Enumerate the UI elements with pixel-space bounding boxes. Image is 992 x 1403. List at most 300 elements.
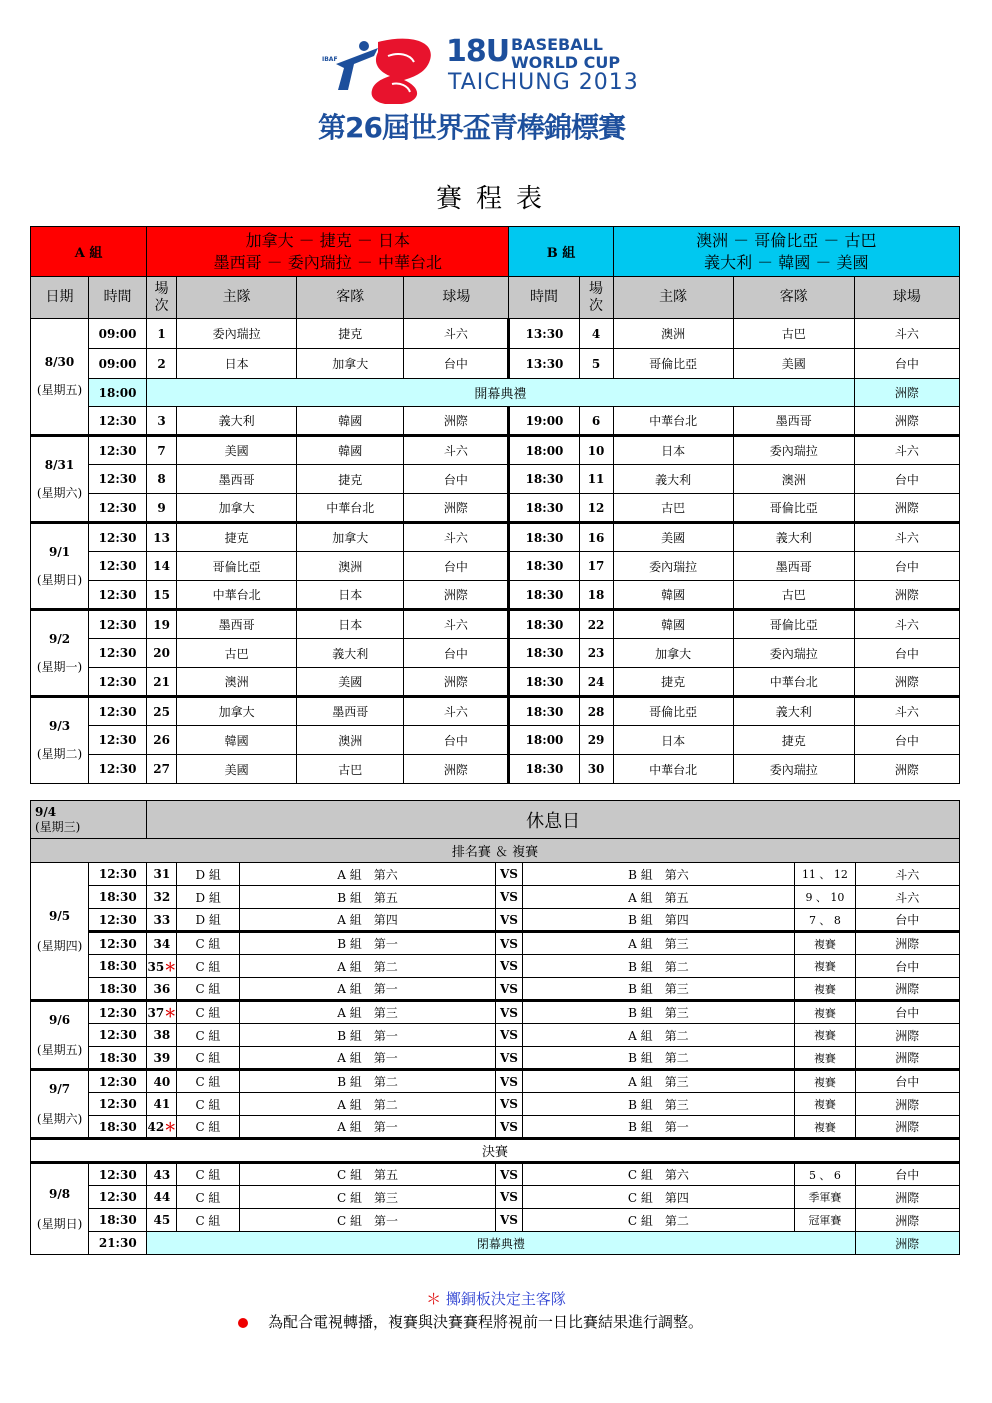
coin-toss-note: ＊ 擲銅板決定主客隊 — [426, 1290, 566, 1308]
rest-day-row — [31, 801, 960, 839]
time-cell: 18:30 — [89, 1116, 147, 1139]
round-note-cell: 11 、 12 — [795, 863, 855, 886]
match-row — [31, 523, 960, 552]
time-cell: 18:30 — [89, 978, 147, 1001]
home-team-cell: 哥倫比亞 — [613, 349, 733, 379]
home-team-cell: 捷克 — [613, 668, 733, 697]
venue-cell: 洲際 — [855, 1024, 959, 1047]
vs-cell: VS — [496, 1001, 522, 1024]
date-cell: 9/8 (星期日) — [31, 1163, 89, 1255]
match-row — [31, 639, 960, 668]
round-note-cell: 複賽 — [795, 978, 855, 1001]
game-number-cell: 6 — [579, 407, 613, 436]
away-team-cell: 古巴 — [297, 755, 404, 784]
time-header: 時間 — [89, 277, 147, 319]
venue-header: 球場 — [404, 277, 509, 319]
game-number-cell: 28 — [579, 697, 613, 726]
time-cell: 12:30 — [89, 1163, 147, 1186]
bracket-group-cell: C 組 — [177, 1116, 239, 1139]
date-cell: 9/3 (星期二) — [31, 697, 89, 784]
away-team-cell: 美國 — [297, 668, 404, 697]
logo-city-line: TAICHUNG 2013 — [448, 70, 639, 95]
venue-cell: 台中 — [855, 1163, 959, 1186]
away-team-cell: 墨西哥 — [733, 552, 854, 581]
bracket-group-cell: C 組 — [177, 1163, 239, 1186]
venue-cell: 洲際 — [854, 668, 959, 697]
home-seed-cell: A 組 第三 — [239, 1001, 496, 1024]
time-cell: 18:30 — [509, 697, 579, 726]
venue-cell: 台中 — [404, 552, 509, 581]
game-number-cell: 41 — [147, 1093, 177, 1116]
away-seed-cell: B 組 第三 — [522, 1001, 795, 1024]
time-cell: 18:00 — [509, 726, 579, 755]
venue-cell: 斗六 — [854, 319, 959, 349]
away-seed-cell: B 組 第三 — [522, 978, 795, 1001]
away-team-cell: 澳洲 — [297, 726, 404, 755]
match-row — [31, 465, 960, 494]
round-note-cell: 9 、 10 — [795, 886, 855, 909]
home-team-cell: 義大利 — [177, 407, 297, 436]
away-team-cell: 中華台北 — [297, 494, 404, 523]
game-number-cell: 34 — [147, 932, 177, 955]
venue-cell: 洲際 — [855, 1047, 959, 1070]
away-header: 客隊 — [297, 277, 404, 319]
venue-cell: 洲際 — [855, 1116, 959, 1139]
vs-cell: VS — [496, 932, 522, 955]
match-row — [31, 436, 960, 465]
venue-cell: 台中 — [855, 1070, 959, 1093]
venue-cell: 台中 — [855, 909, 959, 932]
match-row — [31, 955, 960, 978]
date-header: 日期 — [31, 277, 89, 319]
venue-cell: 洲際 — [855, 932, 959, 955]
vs-cell: VS — [496, 1209, 522, 1232]
home-team-cell: 加拿大 — [177, 494, 297, 523]
away-seed-cell: B 組 第一 — [522, 1116, 795, 1139]
away-team-cell: 捷克 — [733, 726, 854, 755]
away-team-cell: 澳洲 — [733, 465, 854, 494]
group-a-teams: 加拿大 － 捷克 － 日本 墨西哥 － 委內瑞拉 － 中華台北 — [147, 227, 509, 277]
game-number-cell: 23 — [579, 639, 613, 668]
away-team-cell: 美國 — [733, 349, 854, 379]
away-team-cell: 委內瑞拉 — [733, 436, 854, 465]
vs-cell: VS — [496, 1186, 522, 1209]
game-number-cell: 29 — [579, 726, 613, 755]
game-number-cell: 20 — [147, 639, 177, 668]
time-cell: 12:30 — [89, 1186, 147, 1209]
game-number-cell: 11 — [579, 465, 613, 494]
home-team-cell: 中華台北 — [613, 407, 733, 436]
home-team-cell: 美國 — [613, 523, 733, 552]
match-row — [31, 1186, 960, 1209]
venue-cell: 洲際 — [854, 494, 959, 523]
home-seed-cell: C 組 第五 — [239, 1163, 496, 1186]
bullet-icon — [238, 1318, 248, 1328]
home-team-cell: 加拿大 — [177, 697, 297, 726]
time-cell: 12:30 — [89, 552, 147, 581]
rest-day-label: 休息日 — [147, 801, 960, 839]
time-cell: 12:30 — [89, 668, 147, 697]
venue-cell: 台中 — [854, 349, 959, 379]
match-row — [31, 978, 960, 1001]
time-cell: 12:30 — [89, 755, 147, 784]
match-row — [31, 909, 960, 932]
match-row — [31, 886, 960, 909]
venue-cell: 洲際 — [855, 1186, 959, 1209]
vs-cell: VS — [496, 1163, 522, 1186]
away-team-cell: 哥倫比亞 — [733, 494, 854, 523]
time-cell: 12:30 — [89, 581, 147, 610]
time-cell: 12:30 — [89, 1070, 147, 1093]
home-team-cell: 日本 — [613, 726, 733, 755]
game-number-cell: 45 — [147, 1209, 177, 1232]
match-row — [31, 932, 960, 955]
home-team-cell: 美國 — [177, 755, 297, 784]
group-header-row — [31, 227, 960, 277]
vs-cell: VS — [496, 1116, 522, 1139]
game-number-cell: 9 — [147, 494, 177, 523]
venue-cell: 台中 — [854, 552, 959, 581]
away-seed-cell: C 組 第二 — [522, 1209, 795, 1232]
time-cell: 12:30 — [89, 726, 147, 755]
away-seed-cell: A 組 第二 — [522, 1024, 795, 1047]
venue-cell: 洲際 — [855, 1209, 959, 1232]
game-number-cell: 43 — [147, 1163, 177, 1186]
game-number-cell: 19 — [147, 610, 177, 639]
match-row — [31, 610, 960, 639]
away-seed-cell: A 組 第三 — [522, 1070, 795, 1093]
away-seed-cell: B 組 第六 — [522, 863, 795, 886]
away-header: 客隊 — [733, 277, 854, 319]
round-note-cell: 複賽 — [795, 1093, 855, 1116]
round-note-cell: 5 、 6 — [795, 1163, 855, 1186]
venue-cell: 斗六 — [855, 863, 959, 886]
time-cell: 12:30 — [89, 494, 147, 523]
match-row — [31, 1093, 960, 1116]
venue-cell: 洲際 — [855, 1232, 959, 1255]
bracket-group-cell: C 組 — [177, 1001, 239, 1024]
home-team-cell: 哥倫比亞 — [177, 552, 297, 581]
away-seed-cell: B 組 第二 — [522, 955, 795, 978]
match-row — [31, 1163, 960, 1186]
vs-cell: VS — [496, 955, 522, 978]
round-note-cell: 複賽 — [795, 1047, 855, 1070]
game-number-cell: 5 — [579, 349, 613, 379]
venue-cell: 台中 — [404, 349, 509, 379]
bracket-group-cell: D 組 — [177, 909, 239, 932]
game-number-cell: 32 — [147, 886, 177, 909]
home-seed-cell: A 組 第一 — [239, 978, 496, 1001]
time-cell: 12:30 — [89, 436, 147, 465]
round-note-cell: 複賽 — [795, 1116, 855, 1139]
game-number-cell: 37＊ — [147, 1001, 177, 1024]
home-team-cell: 澳洲 — [177, 668, 297, 697]
home-seed-cell: C 組 第一 — [239, 1209, 496, 1232]
home-team-cell: 日本 — [613, 436, 733, 465]
venue-cell: 台中 — [855, 1001, 959, 1024]
venue-cell: 斗六 — [854, 436, 959, 465]
baseball-player-logo-icon — [318, 34, 438, 104]
match-row — [31, 581, 960, 610]
game-number-cell: 38 — [147, 1024, 177, 1047]
round-note-cell: 複賽 — [795, 955, 855, 978]
bracket-group-cell: C 組 — [177, 955, 239, 978]
game-number-cell: 14 — [147, 552, 177, 581]
game-number-cell: 1 — [147, 319, 177, 349]
finals-section-title: 決賽 — [31, 1139, 960, 1163]
bracket-group-cell: D 組 — [177, 886, 239, 909]
bracket-group-cell: C 組 — [177, 1186, 239, 1209]
venue-cell: 斗六 — [854, 697, 959, 726]
game-number-cell: 8 — [147, 465, 177, 494]
away-seed-cell: A 組 第五 — [522, 886, 795, 909]
round-note-cell: 複賽 — [795, 1001, 855, 1024]
bracket-group-cell: C 組 — [177, 978, 239, 1001]
logo-chinese-title: 第26屆世界盃青棒錦標賽 — [318, 111, 625, 144]
home-team-cell: 墨西哥 — [177, 465, 297, 494]
group-b-label: B 組 — [509, 227, 613, 277]
home-seed-cell: A 組 第六 — [239, 863, 496, 886]
away-team-cell: 韓國 — [297, 436, 404, 465]
game-number-cell: 24 — [579, 668, 613, 697]
home-team-cell: 墨西哥 — [177, 610, 297, 639]
home-team-cell: 哥倫比亞 — [613, 697, 733, 726]
away-team-cell: 委內瑞拉 — [733, 755, 854, 784]
time-cell: 18:30 — [509, 581, 579, 610]
round-note-cell: 7 、 8 — [795, 909, 855, 932]
vs-cell: VS — [496, 909, 522, 932]
bracket-group-cell: C 組 — [177, 1070, 239, 1093]
match-row — [31, 668, 960, 697]
vs-cell: VS — [496, 1047, 522, 1070]
match-row — [31, 1047, 960, 1070]
venue-cell: 台中 — [855, 955, 959, 978]
time-cell: 21:30 — [89, 1232, 147, 1255]
venue-cell: 洲際 — [404, 755, 509, 784]
venue-cell: 洲際 — [854, 379, 959, 407]
group-a-label: A 組 — [31, 227, 147, 277]
match-row — [31, 697, 960, 726]
venue-cell: 斗六 — [404, 697, 509, 726]
home-seed-cell: A 組 第二 — [239, 955, 496, 978]
home-team-cell: 加拿大 — [613, 639, 733, 668]
game-number-cell: 31 — [147, 863, 177, 886]
venue-cell: 洲際 — [855, 1093, 959, 1116]
venue-cell: 洲際 — [854, 581, 959, 610]
away-seed-cell: B 組 第二 — [522, 1047, 795, 1070]
game-number-cell: 26 — [147, 726, 177, 755]
ceremony-label: 閉幕典禮 — [147, 1232, 855, 1255]
round2-section-title: 排名賽 ＆ 複賽 — [31, 839, 960, 863]
away-team-cell: 中華台北 — [733, 668, 854, 697]
home-team-cell: 韓國 — [177, 726, 297, 755]
bracket-group-cell: C 組 — [177, 932, 239, 955]
home-seed-cell: A 組 第二 — [239, 1093, 496, 1116]
home-team-cell: 韓國 — [613, 581, 733, 610]
vs-cell: VS — [496, 1024, 522, 1047]
venue-cell: 斗六 — [854, 610, 959, 639]
match-row — [31, 407, 960, 436]
column-header-row — [31, 277, 960, 319]
date-cell: 9/2 (星期一) — [31, 610, 89, 697]
home-team-cell: 古巴 — [177, 639, 297, 668]
round-note-cell: 複賽 — [795, 1070, 855, 1093]
time-cell: 12:30 — [89, 909, 147, 932]
venue-cell: 斗六 — [855, 886, 959, 909]
home-header: 主隊 — [613, 277, 733, 319]
venue-cell: 洲際 — [404, 407, 509, 436]
time-cell: 18:30 — [509, 523, 579, 552]
vs-cell: VS — [496, 886, 522, 909]
match-row — [31, 1024, 960, 1047]
venue-cell: 斗六 — [404, 319, 509, 349]
home-team-cell: 美國 — [177, 436, 297, 465]
venue-cell: 台中 — [404, 726, 509, 755]
venue-cell: 洲際 — [404, 581, 509, 610]
logo-brand: 18U — [446, 34, 510, 69]
section-title-row — [31, 839, 960, 863]
section-title-row — [31, 1139, 960, 1163]
time-cell: 18:30 — [509, 552, 579, 581]
venue-cell: 台中 — [854, 639, 959, 668]
vs-cell: VS — [496, 1093, 522, 1116]
date-cell: 8/31 (星期六) — [31, 436, 89, 523]
time-cell: 18:30 — [509, 465, 579, 494]
away-team-cell: 日本 — [297, 610, 404, 639]
time-cell: 09:00 — [89, 349, 147, 379]
away-team-cell: 義大利 — [297, 639, 404, 668]
game-header: 場次 — [579, 277, 613, 319]
away-team-cell: 加拿大 — [297, 523, 404, 552]
away-team-cell: 捷克 — [297, 465, 404, 494]
bracket-group-cell: C 組 — [177, 1024, 239, 1047]
match-row — [31, 494, 960, 523]
time-cell: 12:30 — [89, 932, 147, 955]
away-team-cell: 日本 — [297, 581, 404, 610]
round-note-cell: 複賽 — [795, 932, 855, 955]
bracket-group-cell: C 組 — [177, 1047, 239, 1070]
time-cell: 18:30 — [89, 955, 147, 978]
away-team-cell: 墨西哥 — [297, 697, 404, 726]
time-cell: 19:00 — [509, 407, 579, 436]
home-team-cell: 捷克 — [177, 523, 297, 552]
away-seed-cell: B 組 第四 — [522, 909, 795, 932]
game-number-cell: 40 — [147, 1070, 177, 1093]
time-cell: 18:30 — [509, 610, 579, 639]
ceremony-label: 開幕典禮 — [147, 379, 855, 407]
time-cell: 12:30 — [89, 639, 147, 668]
home-team-cell: 義大利 — [613, 465, 733, 494]
time-cell: 18:30 — [89, 1209, 147, 1232]
away-seed-cell: C 組 第六 — [522, 1163, 795, 1186]
away-team-cell: 古巴 — [733, 581, 854, 610]
match-row — [31, 349, 960, 379]
round-note-cell: 複賽 — [795, 1024, 855, 1047]
home-team-cell: 日本 — [177, 349, 297, 379]
game-number-cell: 18 — [579, 581, 613, 610]
date-cell: 9/1 (星期日) — [31, 523, 89, 610]
home-team-cell: 委內瑞拉 — [613, 552, 733, 581]
game-number-cell: 35＊ — [147, 955, 177, 978]
time-cell: 12:30 — [89, 523, 147, 552]
home-header: 主隊 — [177, 277, 297, 319]
venue-cell: 洲際 — [404, 494, 509, 523]
match-row — [31, 1116, 960, 1139]
time-cell: 18:30 — [509, 639, 579, 668]
rest-day-date: 9/4 (星期三) — [31, 801, 147, 839]
game-number-cell: 13 — [147, 523, 177, 552]
time-cell: 12:30 — [89, 1024, 147, 1047]
game-number-cell: 7 — [147, 436, 177, 465]
venue-cell: 洲際 — [404, 668, 509, 697]
game-number-cell: 3 — [147, 407, 177, 436]
round-note-cell: 季軍賽 — [795, 1186, 855, 1209]
home-seed-cell: A 組 第一 — [239, 1116, 496, 1139]
venue-cell: 台中 — [404, 465, 509, 494]
game-number-cell: 42＊ — [147, 1116, 177, 1139]
home-team-cell: 委內瑞拉 — [177, 319, 297, 349]
venue-cell: 洲際 — [854, 407, 959, 436]
venue-cell: 斗六 — [404, 436, 509, 465]
vs-cell: VS — [496, 978, 522, 1001]
away-team-cell: 澳洲 — [297, 552, 404, 581]
away-team-cell: 加拿大 — [297, 349, 404, 379]
home-team-cell: 澳洲 — [613, 319, 733, 349]
closing-ceremony-row — [31, 1232, 960, 1255]
game-number-cell: 22 — [579, 610, 613, 639]
match-row — [31, 1001, 960, 1024]
schedule-adjust-note: 為配合電視轉播，複賽與決賽賽程將視前一日比賽結果進行調整。 — [238, 1311, 703, 1332]
away-team-cell: 捷克 — [297, 319, 404, 349]
game-number-cell: 21 — [147, 668, 177, 697]
game-number-cell: 44 — [147, 1186, 177, 1209]
match-row — [31, 863, 960, 886]
away-team-cell: 委內瑞拉 — [733, 639, 854, 668]
date-cell: 8/30 (星期五) — [31, 319, 89, 436]
date-cell: 9/6 (星期五) — [31, 1001, 89, 1070]
away-seed-cell: C 組 第四 — [522, 1186, 795, 1209]
venue-cell: 台中 — [854, 726, 959, 755]
time-cell: 18:00 — [509, 436, 579, 465]
game-number-cell: 12 — [579, 494, 613, 523]
time-cell: 18:30 — [509, 668, 579, 697]
game-number-cell: 16 — [579, 523, 613, 552]
time-cell: 18:30 — [89, 1047, 147, 1070]
time-cell: 12:30 — [89, 465, 147, 494]
game-number-cell: 36 — [147, 978, 177, 1001]
date-cell: 9/5 (星期四) — [31, 863, 89, 1001]
page-title: 賽程表 — [435, 184, 556, 214]
away-seed-cell: A 組 第三 — [522, 932, 795, 955]
match-row — [31, 1209, 960, 1232]
match-row — [31, 319, 960, 349]
time-cell: 18:00 — [89, 379, 147, 407]
away-team-cell: 古巴 — [733, 319, 854, 349]
home-seed-cell: B 組 第一 — [239, 1024, 496, 1047]
match-row — [31, 552, 960, 581]
venue-cell: 台中 — [854, 465, 959, 494]
venue-cell: 斗六 — [854, 523, 959, 552]
time-cell: 13:30 — [509, 349, 579, 379]
home-team-cell: 中華台北 — [613, 755, 733, 784]
home-team-cell: 中華台北 — [177, 581, 297, 610]
home-seed-cell: B 組 第二 — [239, 1070, 496, 1093]
match-row — [31, 755, 960, 784]
bracket-group-cell: D 組 — [177, 863, 239, 886]
game-number-cell: 33 — [147, 909, 177, 932]
away-team-cell: 義大利 — [733, 523, 854, 552]
home-team-cell: 古巴 — [613, 494, 733, 523]
